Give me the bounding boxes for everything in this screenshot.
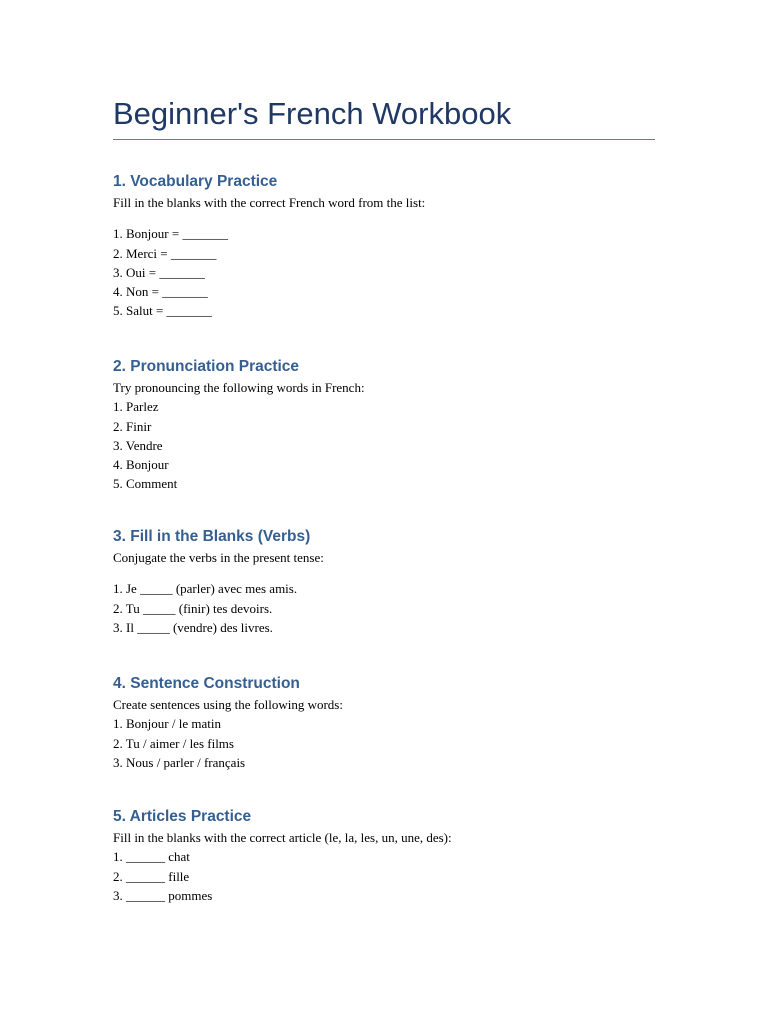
section-vocabulary-practice <box>113 171 655 321</box>
list-item: 2. Merci = _______ <box>113 245 217 261</box>
list-item: 2. ______ fille <box>113 868 190 884</box>
section-fill-in-the-blanks-verbs <box>113 526 655 637</box>
list-item: 1. Bonjour / le matin <box>113 716 221 732</box>
document-title: Beginner's French Workbook <box>113 96 512 131</box>
list-item: 1. Parlez <box>113 399 159 415</box>
list-item: 4. Bonjour <box>113 457 169 473</box>
list-item: 4. Non = _______ <box>113 284 208 300</box>
list-item: 3. Vendre <box>113 437 163 453</box>
section-heading: 1. Vocabulary Practice <box>113 173 278 190</box>
section-pronunciation-practice <box>113 356 655 494</box>
spacer <box>113 567 655 579</box>
list-item: 1. Bonjour = _______ <box>113 226 228 242</box>
section-instructions: Fill in the blanks with the correct article (le, la, les, un, une, des): <box>113 830 452 845</box>
section-sentence-construction <box>113 673 655 772</box>
list-item: 5. Comment <box>113 476 178 492</box>
section-instructions: Conjugate the verbs in the present tense: <box>113 550 324 565</box>
section-instructions: Fill in the blanks with the correct French word from the list: <box>113 195 426 210</box>
section-instructions: Create sentences using the following words: <box>113 697 343 712</box>
section-instructions: Try pronouncing the following words in French: <box>113 380 365 395</box>
list-item: 2. Tu / aimer / les films <box>113 735 234 751</box>
section-heading: 2. Pronunciation Practice <box>113 358 300 375</box>
list-item: 1. Je _____ (parler) avec mes amis. <box>113 581 298 597</box>
list-item: 3. Il _____ (vendre) des livres. <box>113 619 273 635</box>
section-heading: 5. Articles Practice <box>113 808 252 825</box>
section-heading: 3. Fill in the Blanks (Verbs) <box>113 528 311 545</box>
list-item: 3. Oui = _______ <box>113 264 205 280</box>
list-item: 1. ______ chat <box>113 849 190 865</box>
list-item: 2. Finir <box>113 418 152 434</box>
list-item: 3. Nous / parler / français <box>113 754 246 770</box>
list-item: 5. Salut = _______ <box>113 303 213 319</box>
list-item: 3. ______ pommes <box>113 887 213 903</box>
section-articles-practice <box>113 806 655 905</box>
list-item: 2. Tu _____ (finir) tes devoirs. <box>113 600 273 616</box>
title-underline <box>113 139 655 140</box>
section-heading: 4. Sentence Construction <box>113 675 300 692</box>
spacer <box>113 212 655 224</box>
